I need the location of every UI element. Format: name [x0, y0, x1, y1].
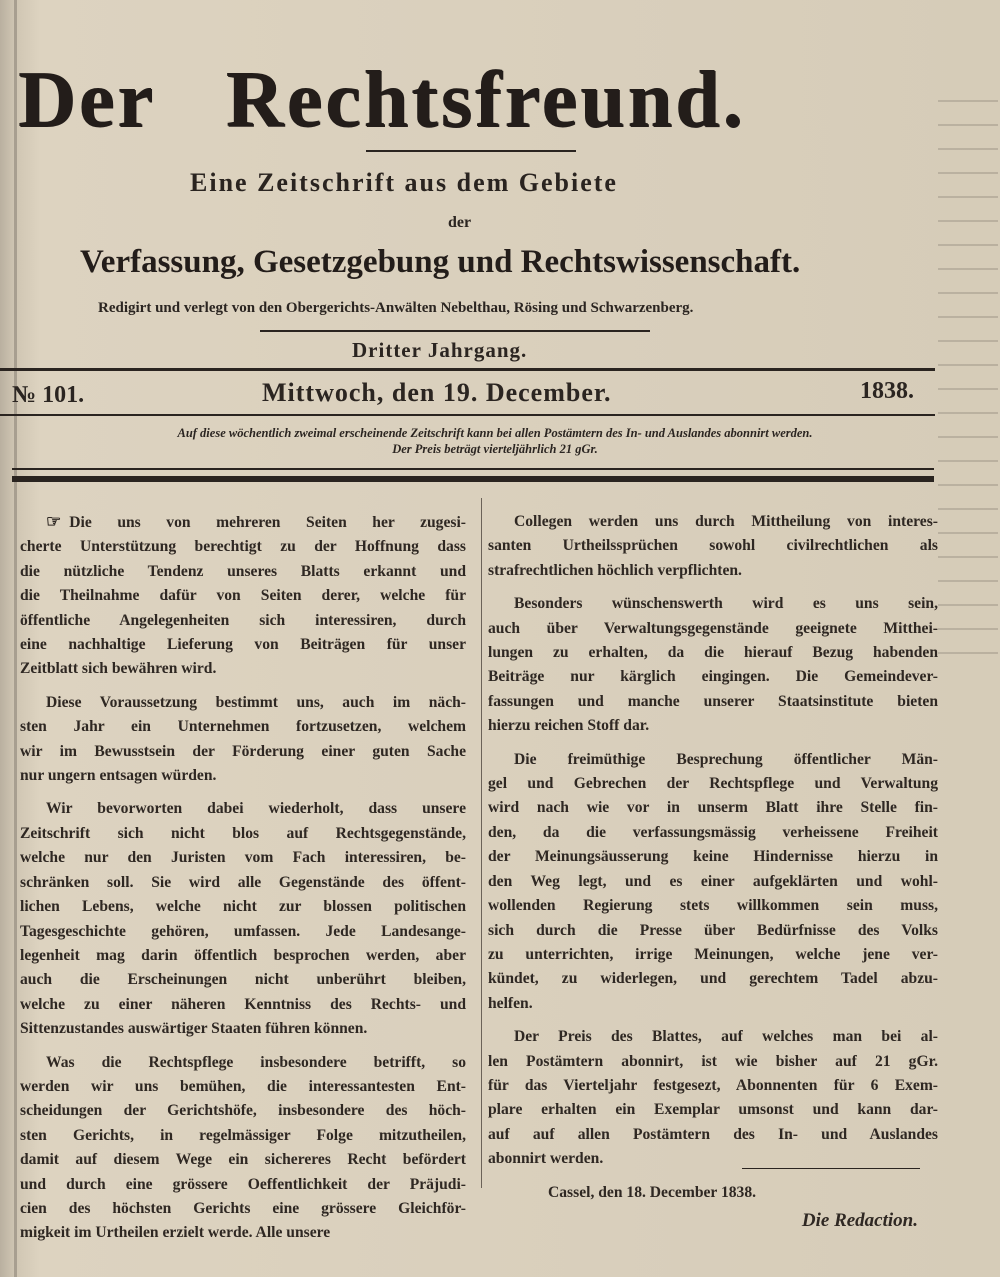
volume-label: Dritter Jahrgang. — [352, 338, 528, 362]
text-line: nur ungern entsagen würden. — [20, 767, 217, 785]
text-line: hierzu reichen Stoff dar. — [488, 717, 650, 735]
text-line: Der Preis des Blattes, auf welches man bei al- — [514, 1028, 938, 1046]
text-line: Collegen werden uns durch Mittheilung von interes- — [514, 513, 938, 530]
title-word-rechtsfreund: Rechtsfreund. — [225, 56, 746, 144]
text-line: die nützliche Tendenz unseres Blatts erkannt und — [20, 562, 466, 580]
text-line: und durch eine grössere Oeffentlichkeit der Präjudi- — [20, 1175, 466, 1193]
paragraph — [488, 592, 938, 738]
text-line: kündet, zu widerlegen, und gerechtem Tadel abzu- — [488, 970, 938, 988]
text-line: Sittenzustandes auswärtiger Staaten führen können. — [20, 1020, 368, 1038]
text-line: legenheit mag darin öffentlich besprochen werden, aber — [20, 946, 466, 964]
text-line — [20, 510, 466, 535]
text-line: auch über Verwaltungsgegenstände geeignete Mitthei- — [488, 619, 938, 637]
text-line: helfen. — [488, 994, 533, 1012]
paragraph — [20, 797, 466, 1041]
masthead-title — [18, 50, 918, 150]
text-line: zu unterrichten, irrige Meinungen, welche jene ver- — [488, 945, 938, 963]
masthead-subtitle: Eine Zeitschrift aus dem Gebiete — [190, 168, 618, 197]
text-line: Zeitblatt sich bewähren wird. — [20, 660, 217, 678]
text-line: cien des höchsten Gerichts eine grössere Gleichför- — [20, 1199, 466, 1217]
text-line: schränken soll. Sie wird alle Gegenstände des öffent- — [20, 873, 466, 891]
text-line: wird nach wie vor in unserm Blatt ihre Stelle fin- — [488, 799, 938, 817]
signature: Die Redaction. — [801, 1209, 918, 1231]
text-line: auf auf allen Postämtern des In- und Auslandes — [488, 1125, 938, 1143]
text-line: len Postämtern abonnirt, ist wie bisher auf 21 gGr. — [488, 1052, 938, 1070]
text-line: damit auf diesem Wege ein sichereres Recht befördert — [20, 1151, 466, 1169]
text-line: öffentliche Angelegenheiten sich interessiren, durch — [20, 611, 466, 629]
text-line: eine nachhaltige Lieferung von Beiträgen für unser — [20, 636, 466, 654]
text-line: Wir bevorworten dabei wiederholt, dass unsere — [46, 800, 466, 818]
issue-number: № 101. — [12, 382, 85, 408]
header-rule-double-1 — [12, 468, 934, 470]
subscription-notice: Auf diese wöchentlich zweimal erscheinende Zeitschrift kann bei allen Postämtern des In- und Auslandes abonnirt werden. — [177, 426, 813, 440]
paragraph — [488, 510, 938, 583]
paragraph — [488, 748, 938, 1016]
paragraph — [20, 510, 466, 682]
text-line: Die freimüthige Besprechung öffentlicher Män- — [514, 750, 938, 768]
text-line: auch die Erscheinungen nicht unberührt bleiben, — [20, 971, 466, 989]
text-line: scheidungen der Gerichtshöfe, insbesondere des höch- — [20, 1102, 466, 1120]
text-line: die Theilnahme dafür von Seiten derer, welche für — [20, 587, 466, 605]
page-binding-edge — [14, 0, 17, 1277]
header-rule-mid — [0, 414, 935, 416]
price-notice: Der Preis beträgt vierteljährlich 21 gGr. — [392, 442, 598, 456]
text-line: sten Jahr ein Unternehmen fortzusetzen, welchem — [20, 718, 466, 736]
paragraph — [20, 1051, 466, 1246]
text-line: Diese Voraussetzung bestimmt uns, auch im näch- — [46, 693, 466, 711]
text-line: plare erhalten ein Exemplar umsonst und kann dar- — [488, 1101, 938, 1119]
text-line: lichen Lebens, welche nicht zur blossen politischen — [20, 898, 466, 916]
text-line: gel und Gebrechen der Rechtspflege und Verwaltung — [488, 775, 938, 793]
masthead-editors: Redigirt und verlegt von den Obergerichts-Anwälten Nebelthau, Rösing und Schwarzenberg. — [98, 300, 694, 316]
text-line: wollenden Regierung stets willkommen sein muss, — [488, 897, 938, 915]
text-line: migkeit im Urtheilen erzielt werde. Alle unsere — [20, 1224, 331, 1242]
text-line: welche nur den Juristen vom Fach interessiren, be- — [20, 849, 466, 867]
issue-date: Mittwoch, den 19. December. — [262, 378, 612, 407]
pointing-hand-icon: ☞ — [46, 512, 62, 531]
text-line: fassungen und manche unserer Staatsinstitute bieten — [488, 692, 938, 710]
text-line: den Weg legt, und es einer aufgeklärten und wohl- — [488, 872, 938, 890]
text-line: der Meinungsäusserung keine Hindernisse hierzu in — [488, 848, 938, 866]
signature-rule — [742, 1168, 920, 1169]
text-line-content: Die uns von mehreren Seiten her zugesi- — [69, 514, 466, 531]
masthead-der: der — [448, 214, 472, 231]
text-line: abonnirt werden. — [488, 1150, 604, 1168]
text-line: sich durch die Presse über Bedürfnisse des Volks — [488, 921, 938, 939]
editors-rule — [260, 330, 650, 332]
right-column — [488, 510, 938, 1233]
masthead-fields: Verfassung, Gesetzgebung und Rechtswissenschaft. — [80, 244, 801, 280]
text-line: cherte Unterstützung berechtigt zu der Hoffnung dass — [20, 538, 466, 556]
text-line: Zeitschrift sich nicht blos auf Rechtsgegenstände, — [20, 824, 466, 842]
text-line: Tagesgeschichte gehören, umfassen. Jede Landesange- — [20, 922, 466, 940]
header-rule-double-2 — [12, 476, 934, 482]
text-line: welche zu einer näheren Kenntniss des Rechts- und — [20, 995, 466, 1013]
text-line: Besonders wünschenswerth wird es uns sein, — [514, 595, 938, 613]
left-column — [20, 510, 466, 1255]
title-word-der: Der — [18, 56, 156, 144]
paragraph — [20, 691, 466, 789]
text-line: für das Vierteljahr festgesezt, Abonnenten für 6 Exem- — [488, 1076, 938, 1094]
text-line: santen Urtheilssprüchen sowohl civilrechtlichen als — [488, 537, 938, 555]
header-rule-top — [0, 368, 935, 371]
text-line: Beiträge nur kärglich eingingen. Die Gemeindever- — [488, 668, 938, 686]
text-line: strafrechtlichen höchlich verpflichten. — [488, 561, 742, 579]
text-line: den, da die verfassungsmässig verheissene Freiheit — [488, 823, 938, 841]
text-line: lungen zu erhalten, da die hierauf Bezug habenden — [488, 644, 938, 662]
title-rule — [366, 150, 576, 152]
column-divider — [481, 498, 482, 1188]
text-line: werden wir uns bemühen, die interessantesten Ent- — [20, 1077, 466, 1095]
dateline: Cassel, den 18. December 1838. — [548, 1183, 757, 1201]
paragraph — [488, 1025, 938, 1171]
text-line: Was die Rechtspflege insbesondere betrifft, so — [46, 1053, 466, 1071]
text-line: wir im Bewusstsein der Förderung einer guten Sache — [20, 742, 466, 760]
text-line: sten Gerichts, in regelmässiger Folge mitzutheilen, — [20, 1126, 466, 1144]
bleed-through-text — [938, 100, 998, 660]
issue-year: 1838. — [860, 378, 914, 404]
